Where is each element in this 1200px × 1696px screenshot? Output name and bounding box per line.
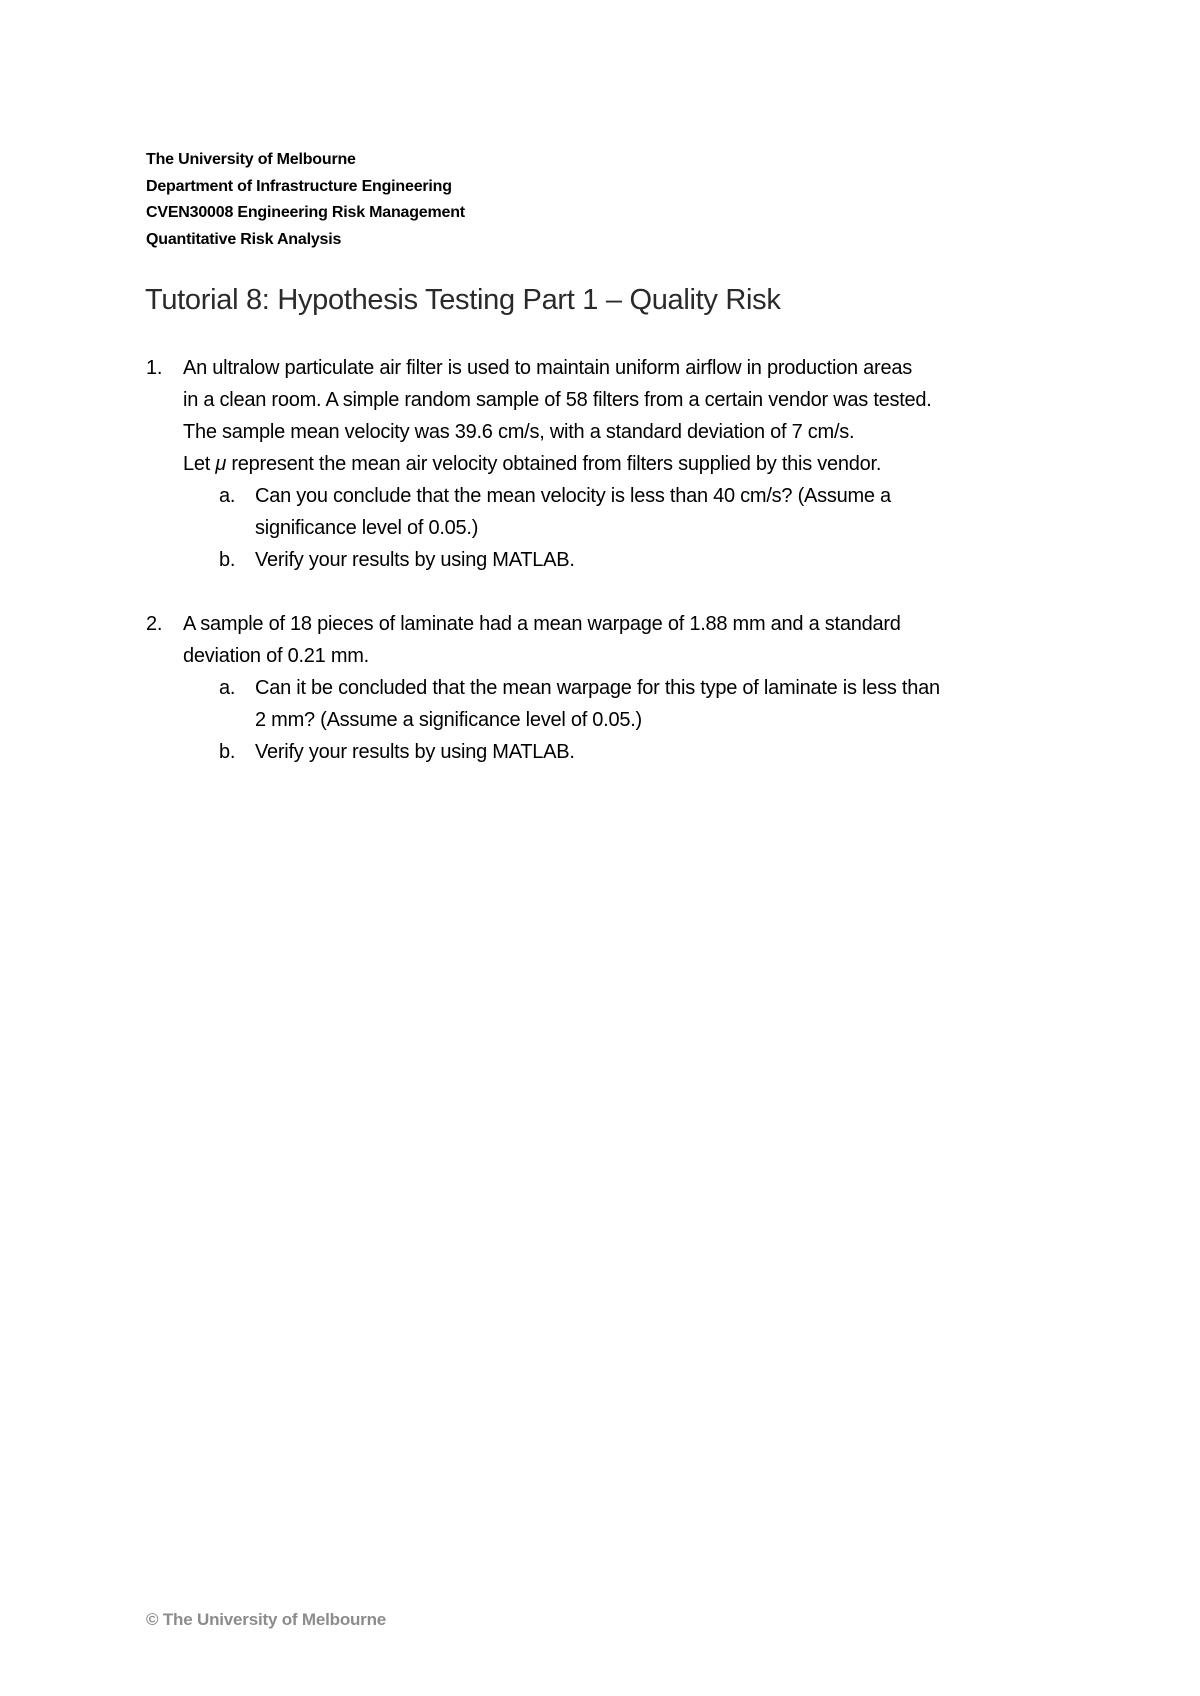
question-2-number: 2. bbox=[146, 613, 163, 635]
question-2-part-b bbox=[146, 736, 940, 768]
part-text: Can you conclude that the mean velocity is less than 40 cm/s? (Assume a bbox=[255, 485, 891, 507]
question-1-text-1: An ultralow particulate air filter is used to maintain uniform airflow in production areas bbox=[183, 357, 912, 379]
institution-name: The University of Melbourne bbox=[146, 151, 356, 168]
department-name: Department of Infrastructure Engineering bbox=[146, 177, 452, 195]
question-2-text-1: A sample of 18 pieces of laminate had a mean warpage of 1.88 mm and a standard bbox=[183, 613, 901, 635]
let-prefix: Let bbox=[183, 453, 216, 475]
mu-symbol: μ bbox=[215, 453, 227, 475]
question-1-line-1 bbox=[146, 352, 932, 384]
question-1-text-2: in a clean room. A simple random sample of 58 filters from a certain vendor was tested. bbox=[183, 389, 932, 411]
course-name: CVEN30008 Engineering Risk Management bbox=[146, 204, 465, 221]
question-2-part-a bbox=[146, 672, 940, 704]
question-1-text-3: The sample mean velocity was 39.6 cm/s, with a standard deviation of 7 cm/s. bbox=[183, 421, 855, 443]
part-text: Verify your results by using MATLAB. bbox=[255, 549, 575, 571]
question-1-let-line bbox=[146, 448, 932, 480]
part-letter: b. bbox=[219, 741, 236, 763]
part-letter: a. bbox=[219, 677, 236, 699]
question-2-text-2: deviation of 0.21 mm. bbox=[183, 645, 369, 667]
document-header bbox=[146, 147, 465, 253]
question-1-part-a bbox=[146, 480, 932, 512]
part-letter: a. bbox=[219, 485, 236, 507]
question-2-line-1 bbox=[146, 608, 940, 640]
question-2 bbox=[146, 608, 940, 768]
copyright-footer: © The University of Melbourne bbox=[146, 1610, 387, 1629]
question-2-part-a-cont: 2 mm? (Assume a significance level of 0.05.) bbox=[255, 709, 642, 731]
question-1-number: 1. bbox=[146, 357, 163, 379]
question-1 bbox=[146, 352, 932, 576]
part-text: Verify your results by using MATLAB. bbox=[255, 741, 575, 763]
let-suffix: represent the mean air velocity obtained from filters supplied by this vendor. bbox=[226, 453, 882, 475]
part-letter: b. bbox=[219, 549, 236, 571]
question-1-part-a-cont: significance level of 0.05.) bbox=[255, 517, 479, 539]
question-1-part-b bbox=[146, 544, 932, 576]
topic-name: Quantitative Risk Analysis bbox=[146, 230, 342, 248]
page-title: Tutorial 8: Hypothesis Testing Part 1 – Quality Risk bbox=[145, 284, 781, 316]
part-text: Can it be concluded that the mean warpage for this type of laminate is less than bbox=[255, 677, 940, 699]
